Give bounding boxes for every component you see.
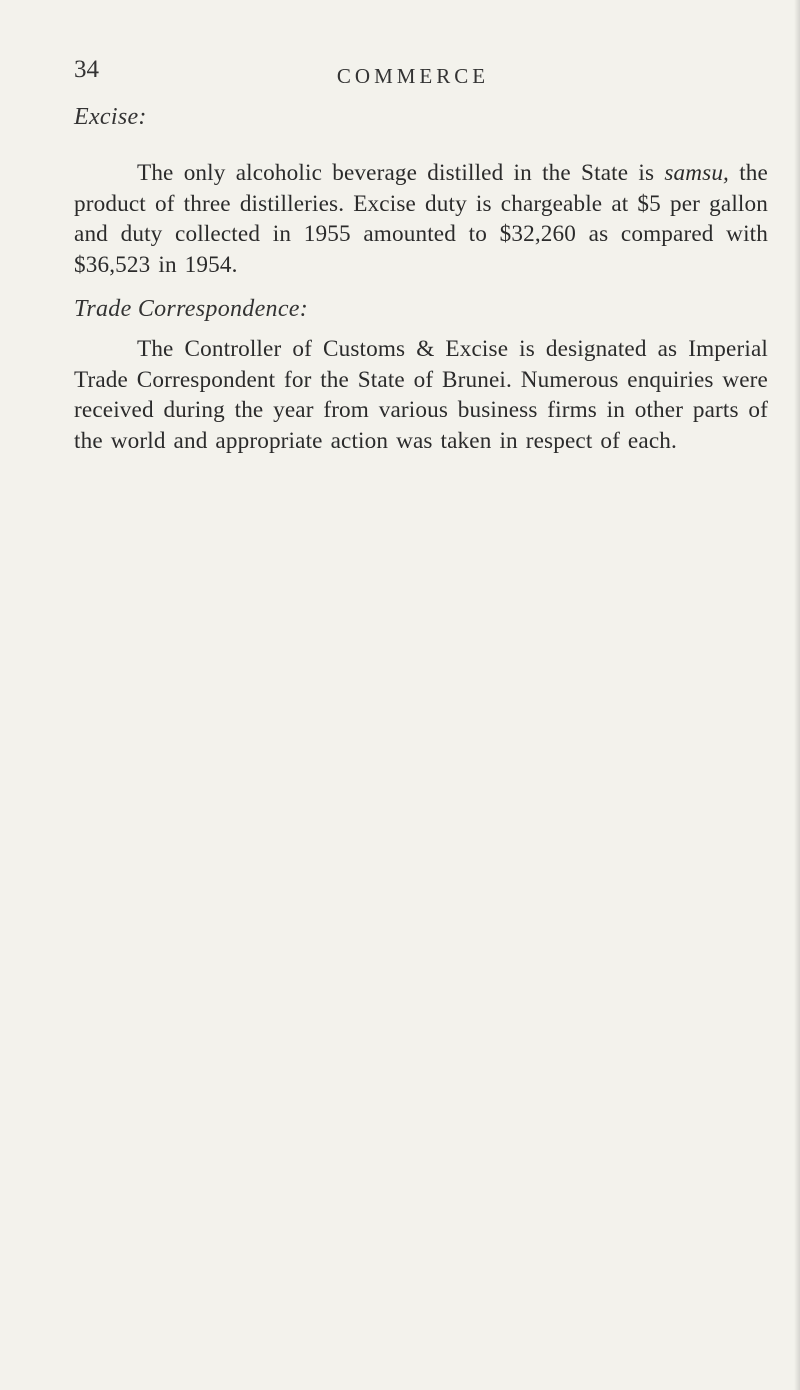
paragraph [74, 158, 768, 280]
section-trade-heading [74, 296, 768, 323]
section-excise-body [74, 158, 768, 280]
section-heading: Trade Correspondence: [74, 296, 309, 322]
section-excise-heading [74, 104, 768, 131]
paragraph-text: The only alcoholic beverage distilled in the State is [137, 160, 665, 186]
paragraph-text: the product of three distilleries. Excise duty is chargeable at $5 per gallon and duty collected in 1955 amounted to $32,260 as compared with $36,523 in 1954. [74, 160, 768, 278]
section-trade-body [74, 334, 768, 456]
page-edge-shadow [794, 0, 800, 1390]
section-heading: Excise: [74, 104, 147, 130]
running-head: COMMERCE [336, 64, 490, 88]
paragraph: The Controller of Customs & Excise is designated as Imperial Trade Correspondent for the State of Brunei. Numerous enquiries were received during the year from various business firms in other parts of the world and appropriate action was taken in respect of each. [74, 336, 768, 454]
paragraph-emphasis: samsu, [664, 160, 730, 186]
page-number: 34 [74, 56, 99, 83]
